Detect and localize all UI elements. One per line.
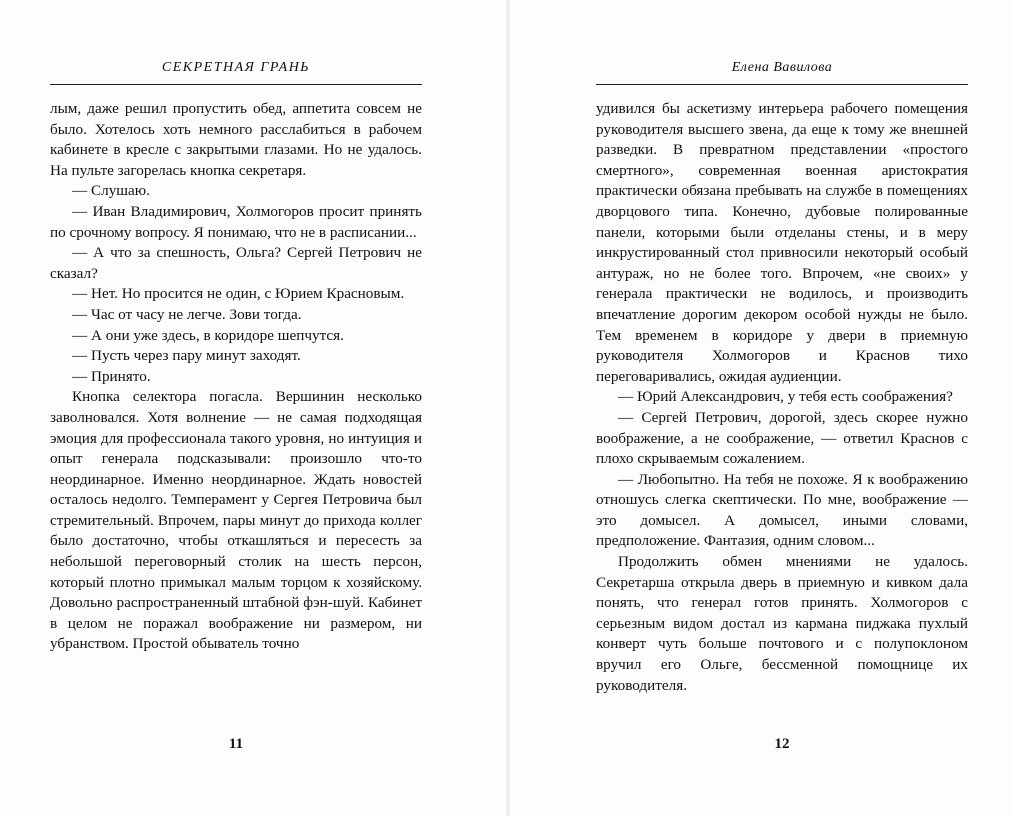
paragraph: — Иван Владимирович, Холмогоров просит принять по срочному вопросу. Я понимаю, что не в расписании...	[50, 202, 422, 241]
running-head-author: Елена Вавилова	[731, 60, 833, 75]
left-page	[50, 0, 422, 816]
paragraph: — Нет. Но просится не один, с Юрием Красновым.	[72, 285, 405, 303]
paragraph: Кнопка селектора погасла. Вершинин несколько заволновался. Хотя волнение — не самая подходящая эмоция для профессионала такого уровня, но интуиция и опыт генерала подсказывали: произошло что-то неординарное. Именно неординарное. Ждать новостей осталось недолго. Темперамент у Сергея Петровича был стремительный. Впрочем, пары минут до прихода коллег было достаточно, чтобы откашляться и пересесть за небольшой переговорный столик на шесть персон, который плотно примыкал малым торцом к хозяйскому. Довольно распространенный штабной фэн-шуй. Кабинет в целом не поражал воображение ни размером, ни убранством. Простой обыватель точно	[50, 388, 422, 653]
header-rule	[596, 84, 968, 85]
header-rule	[50, 84, 422, 85]
book-gutter	[506, 0, 510, 816]
paragraph: лым, даже решил пропустить обед, аппетита совсем не было. Хотелось хоть немного расслабиться в рабочем кабинете в кресле с закрытыми глазами. Но не удалось. На пульте загорелась кнопка секретаря.	[50, 100, 422, 179]
left-page-text	[50, 99, 422, 655]
running-head-title: СЕКРЕТНАЯ ГРАНЬ	[161, 60, 311, 75]
paragraph: — Слушаю.	[72, 182, 150, 200]
paragraph: — Любопытно. На тебя не похоже. Я к воображению отношусь слегка скептически. По мне, воображение — это домысел. А домысел, иными словами, предположение. Фантазия, одним словом...	[596, 470, 968, 550]
paragraph: — А они уже здесь, в коридоре шепчутся.	[72, 326, 344, 344]
right-page	[596, 0, 968, 816]
paragraph: удивился бы аскетизму интерьера рабочего помещения руководителя высшего звена, да еще к тому же внешней разведки. В превратном представлении «простого смертного», современная военная аристократия практически обязана пребывать на службе в помещениях дворцового типа. Конечно, дубовые полированные панели, которыми были отделаны стены, и в меру инкрустированный стол привносили некоторый особый антураж, но не более того. Впрочем, «не своих» у генерала практически не водилось, и производить впечатление дорогим декором особой нужды не было. Тем временем в коридоре у двери в приемную руководителя Холмогоров и Краснов тихо переговаривались, ожидая аудиенции.	[596, 100, 968, 385]
paragraph: — Сергей Петрович, дорогой, здесь скорее нужно воображение, а не соображение, — ответил Краснов с плохо скрываемым сожалением.	[596, 408, 968, 468]
paragraph: Продолжить обмен мнениями не удалось. Секретарша открыла дверь в приемную и кивком дала понять, что генерал готов принять. Холмогоров с серьезным видом достал из кармана пиджака пухлый конверт чуть больше почтового и с полупоклоном вручил его Ольге, бессменной помощнице их руководителя.	[596, 553, 968, 694]
paragraph: — Час от часу не легче. Зови тогда.	[72, 305, 302, 323]
paragraph: — Пусть через пару минут заходят.	[72, 347, 301, 365]
paragraph: — Юрий Александрович, у тебя есть соображения?	[618, 388, 953, 406]
paragraph: — А что за спешность, Ольга? Сергей Петрович не сказал?	[50, 244, 422, 282]
paragraph: — Принято.	[72, 367, 151, 385]
right-page-text	[596, 99, 968, 696]
page-number: 12	[774, 736, 790, 752]
page-number: 11	[228, 736, 244, 752]
